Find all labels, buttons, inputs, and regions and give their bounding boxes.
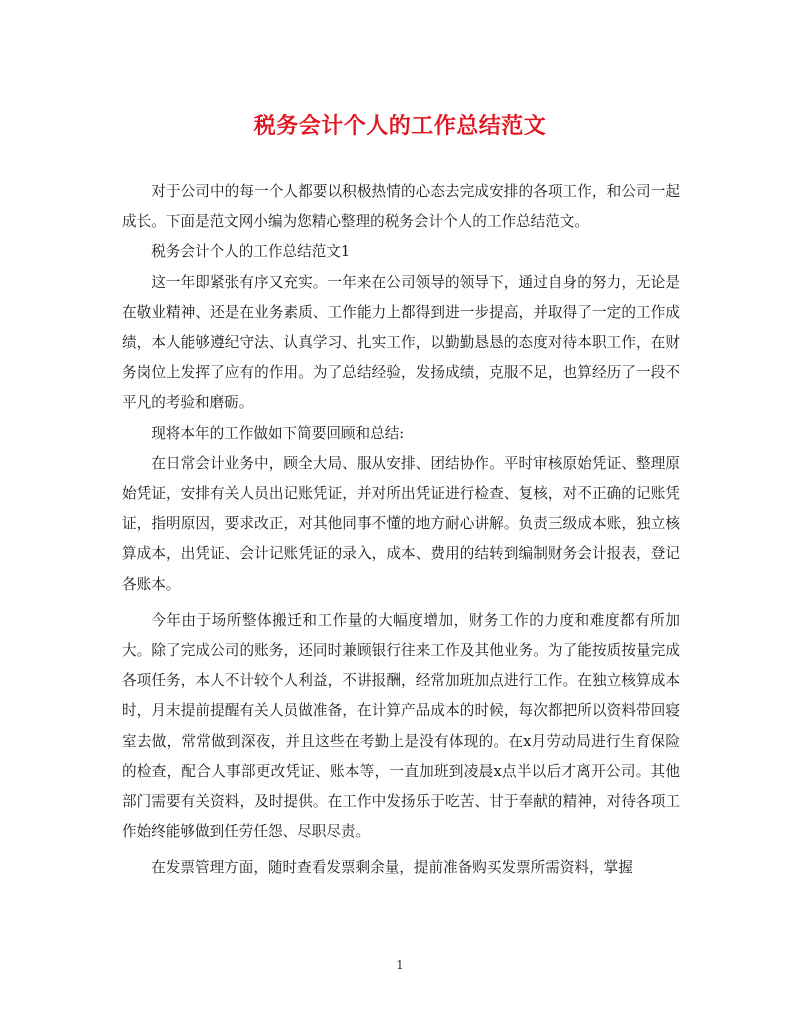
paragraph-daily-accounting: 在日常会计业务中，顾全大局、服从安排、团结协作。平时审核原始凭证、整理原始凭证，安排有关人员出记账凭证，并对所出凭证进行检查、复核，对不正确的记账凭证，指明原因，要求改正，对其他同事不懂的地方耐心讲解。负责三级成本账，独立核算成本，出凭证、会计记账凭证的录入，成本、费用的结转到编制财务会计报表，登记各账本。 xyxy=(122,454,680,593)
document-body xyxy=(122,177,680,884)
paragraph-invoice-management: 在发票管理方面，随时查看发票剩余量，提前准备购买发票所需资料，掌握 xyxy=(151,859,633,877)
page-number: 1 xyxy=(396,958,404,972)
paragraph-summary-lead: 现将本年的工作做如下简要回顾和总结: xyxy=(151,424,405,442)
document-title: 税务会计个人的工作总结范文 xyxy=(253,113,547,139)
paragraph-intro: 对于公司中的每一个人都要以积极热情的心态去完成安排的各项工作，和公司一起成长。下面是范文网小编为您精心整理的税务会计个人的工作总结范文。 xyxy=(122,183,680,231)
paragraph-section-heading: 税务会计个人的工作总结范文1 xyxy=(151,243,351,261)
paragraph-overview: 这一年即紧张有序又充实。一年来在公司领导的领导下，通过自身的努力，无论是在敬业精神、还是在业务素质、工作能力上都得到进一步提高，并取得了一定的工作成绩，本人能够遵纪守法、认真学习、扎实工作，以勤勤恳恳的态度对待本职工作，在财务岗位上发挥了应有的作用。为了总结经验，发扬成绩，克服不足，也算经历了一段不平凡的考验和磨砺。 xyxy=(122,273,680,412)
paragraph-workload: 今年由于场所整体搬迁和工作量的大幅度增加，财务工作的力度和难度都有所加大。除了完成公司的账务，还同时兼顾银行往来工作及其他业务。为了能按质按量完成各项任务，本人不计较个人利益，不讲报酬，经常加班加点进行工作。在独立核算成本时，月末提前提醒有关人员做准备，在计算产品成本的时候，每次都把所以资料带回寝室去做，常常做到深夜，并且这些在考勤上是没有体现的。在x月劳动局进行生育保险的检查，配合人事部更改凭证、账本等，一直加班到凌晨x点半以后才离开公司。其他部门需要有关资料，及时提供。在工作中发扬乐于吃苦、甘于奉献的精神，对待各项工作始终能够做到任劳任怨、尽职尽责。 xyxy=(122,611,680,841)
